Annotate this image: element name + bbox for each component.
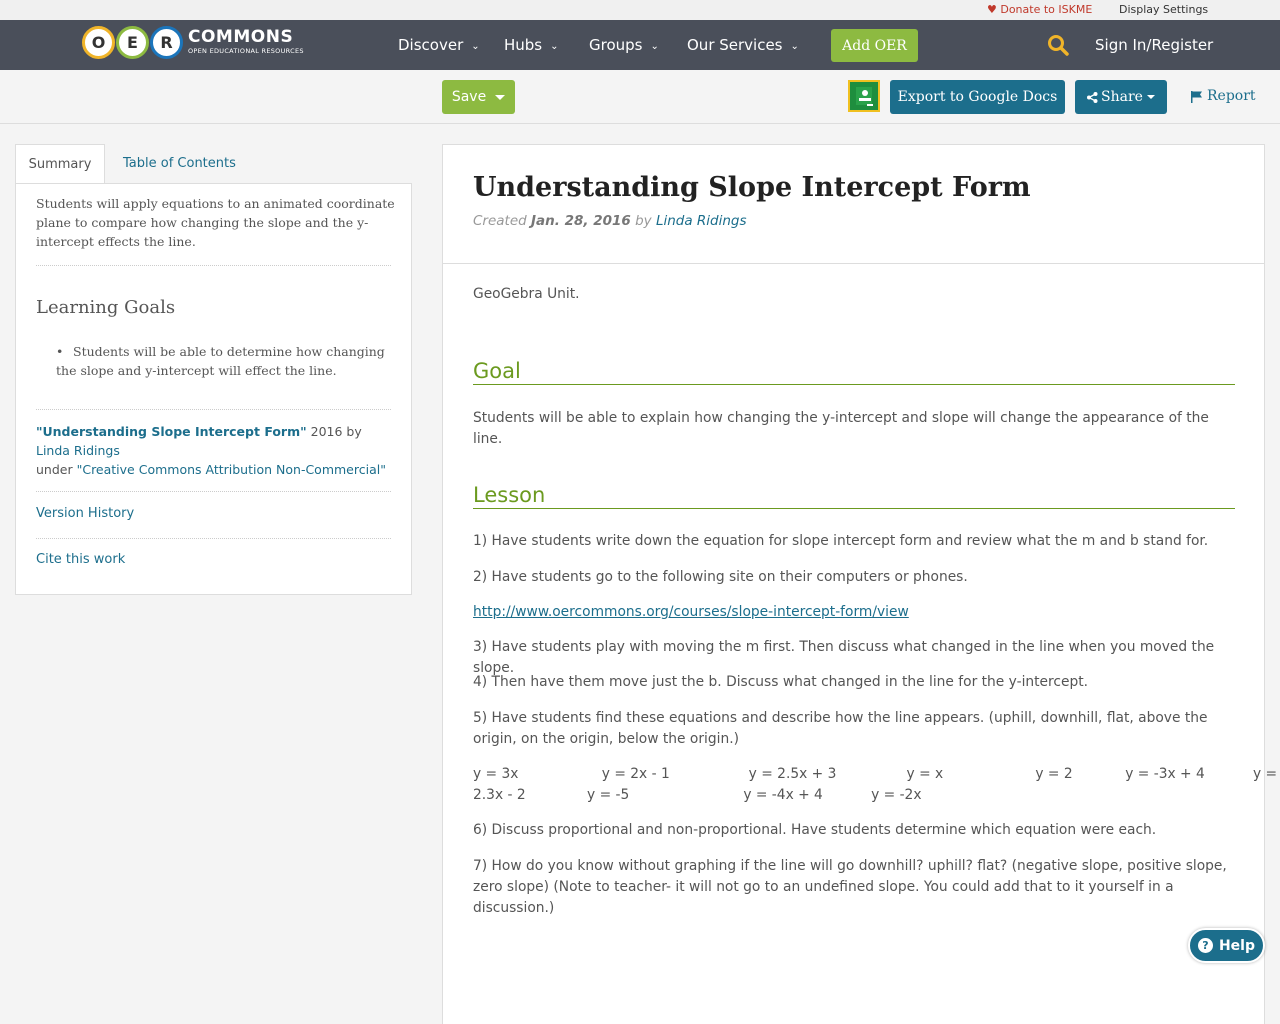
main-content [442, 144, 1278, 1024]
help-label: Help [1218, 937, 1256, 954]
add-oer-button[interactable]: Add OER [831, 29, 918, 62]
attribution-title-link[interactable]: "Understanding Slope Intercept Form" [36, 424, 307, 439]
course-link[interactable]: http://www.oercommons.org/courses/slope-intercept-form/view [473, 604, 909, 620]
learning-goals-list [56, 342, 396, 380]
lesson-heading: Lesson [473, 482, 1235, 509]
logo-letter-o: O [82, 26, 115, 59]
export-to-google-docs-button[interactable]: Export to Google Docs [890, 80, 1065, 114]
version-history-link[interactable]: Version History [36, 506, 135, 521]
logo-subtitle: OPEN EDUCATIONAL RESOURCES [188, 47, 304, 56]
classroom-ledge [867, 104, 873, 106]
display-settings-link[interactable]: Display Settings [1119, 3, 1209, 16]
logo-letter-e: E [116, 26, 149, 59]
lesson-step-5: 5) Have students find these equations and describe how the line appears. (uphill, downhill, flat, above the origin, on the origin, below the origin.) [473, 710, 1208, 747]
learning-goal-item: Students will be able to determine how changing the slope and y-intercept will effect the line. [56, 344, 385, 378]
nav-discover-label: Discover [398, 36, 464, 54]
lesson-step-1: 1) Have students write down the equation for slope intercept form and review what the m and b stand for. [473, 533, 1209, 549]
logo-wordmark [188, 29, 304, 55]
attribution [36, 422, 386, 479]
lesson-link-line [473, 602, 1235, 623]
license-link[interactable]: "Creative Commons Attribution Non-Commercial" [76, 462, 386, 477]
main-navbar [0, 20, 1280, 70]
attribution-year: 2016 by [306, 424, 362, 439]
equations-line-1: y = 3x y = 2x - 1 y = 2.5x + 3 y = x y = 2 y = -3x + 4 y = [473, 766, 1278, 782]
chevron-down-icon: ⌄ [790, 41, 799, 52]
share-icon [1087, 92, 1098, 103]
tab-table-of-contents[interactable]: Table of Contents [123, 156, 236, 171]
nav-our-services-label: Our Services [687, 36, 783, 54]
logo-word: COMMONS [188, 27, 294, 48]
lesson-step-7: 7) How do you know without graphing if the line will go downhill? uphill? flat? (negative slope, positive slope, zero slope) (Note to teacher- it will not go to an undefined slope. You could add that to it yourself in a discussion.) [473, 858, 1227, 916]
created-line [473, 213, 747, 229]
share-button[interactable] [1075, 80, 1167, 114]
nav-hubs[interactable] [504, 36, 559, 54]
search-icon[interactable] [1047, 34, 1069, 56]
resource-header [443, 145, 1264, 264]
save-button-label: Save [451, 89, 487, 105]
summary-text: Students will apply equations to an animated coordinate plane to compare how changing the slope and the y-intercept effects the line. [36, 196, 395, 249]
classroom-shoulders [859, 98, 871, 101]
report-label: Report [1207, 88, 1256, 104]
classroom-person [862, 90, 868, 96]
nav-discover[interactable] [398, 36, 480, 54]
equations-line-2: 2.3x - 2 y = -5 y = -4x + 4 y = -2x [473, 787, 922, 803]
tab-summary[interactable]: Summary [15, 144, 105, 184]
lesson-step-6: 6) Discuss proportional and non-proportional. Have students determine which equation were each. [473, 822, 1157, 838]
goal-heading: Goal [473, 358, 1235, 385]
attribution-author-link[interactable]: Linda Ridings [36, 443, 120, 458]
top-strip [0, 0, 1280, 20]
intro-text: GeoGebra Unit. [473, 286, 580, 302]
bullet: • [56, 344, 64, 359]
divider [36, 491, 391, 492]
lesson-step-3: 3) Have students play with moving the m first. Then discuss what changed in the line when you moved the slope. [473, 639, 1215, 676]
nav-our-services[interactable] [687, 36, 799, 54]
report-link[interactable] [1190, 88, 1256, 104]
chevron-down-icon: ⌄ [550, 41, 559, 52]
page-title: Understanding Slope Intercept Form [473, 172, 1031, 203]
goal-text: Students will be able to explain how changing the y-intercept and slope will change the appearance of the line. [473, 410, 1209, 447]
author-link[interactable]: Linda Ridings [655, 213, 747, 229]
cite-this-work-link[interactable]: Cite this work [36, 552, 126, 567]
divider [36, 538, 391, 539]
nav-groups-label: Groups [589, 36, 643, 54]
nav-groups[interactable] [589, 36, 659, 54]
google-classroom-icon[interactable] [848, 80, 880, 112]
divider [36, 265, 391, 266]
resource-toolbar [0, 70, 1280, 124]
learning-goals-heading: Learning Goals [36, 297, 176, 318]
attribution-under: under [36, 462, 77, 477]
question-icon: ? [1198, 938, 1213, 953]
lesson-step-4: 4) Then have them move just the b. Discuss what changed in the line for the y-intercept. [473, 674, 1089, 690]
help-button[interactable] [1188, 928, 1265, 963]
sign-in-register-link[interactable]: Sign In/Register [1095, 36, 1214, 54]
divider [36, 409, 391, 410]
share-button-label: Share [1101, 89, 1143, 105]
created-date: Jan. 28, 2016 [531, 213, 631, 229]
chevron-down-icon: ⌄ [650, 41, 659, 52]
caret-down-icon [1147, 95, 1155, 99]
created-label: Created [473, 213, 532, 229]
lesson-step-2: 2) Have students go to the following site on their computers or phones. [473, 569, 968, 585]
flag-icon [1190, 90, 1203, 103]
save-button[interactable] [442, 80, 515, 114]
caret-down-icon [495, 95, 505, 100]
nav-hubs-label: Hubs [504, 36, 543, 54]
created-by: by [630, 213, 656, 229]
summary-panel [15, 183, 412, 595]
oer-commons-logo[interactable] [82, 25, 304, 59]
logo-letter-r: R [150, 26, 183, 59]
donate-link[interactable]: ♥ Donate to ISKME [987, 3, 1093, 16]
chevron-down-icon: ⌄ [471, 41, 480, 52]
